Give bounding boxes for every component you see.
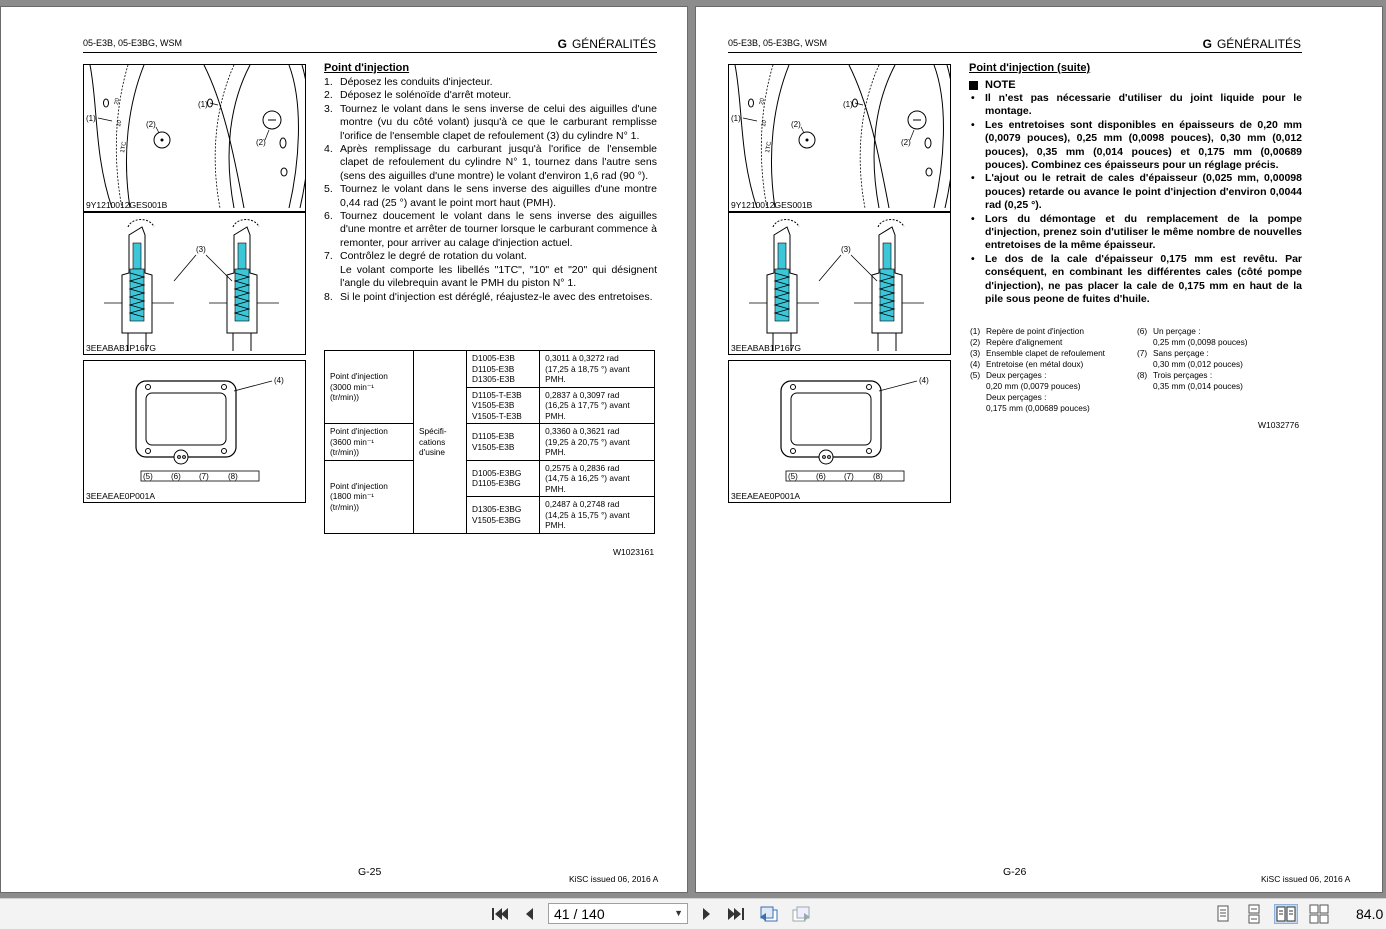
figure-code: 3EEAEAE0P001A: [86, 491, 155, 501]
table-value: 0,3360 à 0,3621 rad (19,25 à 20,75 °) avant PMH.: [540, 424, 655, 461]
note-square-icon: [969, 81, 978, 90]
injection-spec-table: [324, 350, 655, 534]
back-view-icon: [758, 905, 780, 923]
legend-number: (8): [1137, 370, 1148, 380]
callout-8: (8): [228, 472, 238, 481]
figure-spacer: [728, 360, 951, 503]
table-spec-label: Spécifi- cations d'usine: [414, 351, 467, 534]
prev-page-icon: [522, 906, 536, 922]
flywheel-drawing: [729, 65, 951, 212]
legend-number: (1): [970, 326, 981, 336]
callout-1b: (1): [843, 100, 853, 109]
procedure-step: [324, 103, 657, 143]
step-text: Tournez doucement le volant dans le sens inverse des aiguilles d'une montre et arrêter de tourner lorsque le carburant commence à remonter, pour arriver au calage d'injection actuel.: [340, 210, 657, 249]
procedure-step: [324, 183, 657, 210]
bullet-icon: •: [971, 118, 975, 131]
legend-text: Repère de point d'injection: [986, 326, 1084, 336]
legend-text: Trois perçages : 0,35 mm (0,014 pouces): [1153, 370, 1243, 391]
legend-number: (3): [970, 348, 981, 358]
step-number: 7.: [324, 250, 333, 263]
step-text: Déposez le solénoïde d'arrêt moteur.: [340, 89, 512, 102]
figure-flywheel: [83, 64, 306, 212]
callout-1: (1): [731, 114, 741, 123]
table-group-3000: Point d'injection (3000 min⁻¹ (tr/min)): [325, 351, 414, 424]
procedure-step: [324, 250, 657, 290]
table-value: 0,2837 à 0,3097 rad (16,25 à 17,75 °) avant PMH.: [540, 387, 655, 424]
spacer-drawing: [84, 361, 306, 503]
valve-drawing: [729, 213, 951, 355]
table-value: 0,3011 à 0,3272 rad (17,25 à 18,75 °) avant PMH.: [540, 351, 655, 388]
bullet-icon: •: [971, 212, 975, 225]
reference-code: W1032776: [1258, 420, 1300, 430]
mark-1tc: 1TC: [765, 141, 773, 154]
bullet-text: Il n'est pas nécessarie d'utiliser du joint liquide pour le montage.: [985, 92, 1302, 118]
note-bullet: [969, 92, 1302, 119]
bullet-icon: •: [971, 92, 975, 104]
callout-8: (8): [873, 472, 883, 481]
note-bullet: [969, 119, 1302, 173]
legend-item: [970, 326, 1135, 337]
procedure-step: [324, 143, 657, 183]
bullet-icon: •: [971, 172, 975, 185]
legend-number: (4): [970, 359, 981, 369]
procedure-step: [324, 291, 657, 304]
header-section: [1203, 37, 1301, 51]
note-heading: [969, 79, 1016, 91]
table-value: 0,2487 à 0,2748 rad (14,25 à 15,75 °) avant PMH.: [540, 497, 655, 534]
table-value: 0,2575 à 0,2836 rad (14,75 à 16,25 °) avant PMH.: [540, 460, 655, 497]
forward-view-button[interactable]: [789, 904, 813, 924]
header-section-letter: G: [557, 37, 567, 51]
legend-text: Ensemble clapet de refoulement: [986, 348, 1105, 358]
prev-page-button[interactable]: [519, 904, 539, 924]
figure-delivery-valve: [728, 212, 951, 355]
callout-2b: (2): [256, 138, 266, 147]
cover-pages-icon: [1307, 904, 1331, 924]
legend-text: Sans perçage : 0,30 mm (0,012 pouces): [1153, 348, 1243, 369]
note-bullets: [969, 92, 1302, 307]
figure-code: 9Y1210012GES001B: [731, 200, 813, 210]
procedure-step: [324, 76, 657, 89]
step-number: 5.: [324, 183, 333, 196]
header-manual-id: 05-E3B, 05-E3BG, WSM: [728, 38, 828, 48]
facing-pages-icon: [1275, 905, 1297, 923]
issue-date: KiSC issued 06, 2016 A: [1261, 874, 1351, 884]
figure-flywheel: [728, 64, 951, 212]
callout-6: (6): [816, 472, 826, 481]
step-text: Si le point d'injection est déréglé, réajustez-le avec des entretoises.: [340, 290, 653, 303]
page-number: G-25: [358, 866, 382, 878]
callout-1b: (1): [198, 100, 208, 109]
chevron-down-icon[interactable]: ▼: [674, 908, 683, 918]
procedure-step: [324, 89, 657, 102]
bullet-text: Les entretoises sont disponibles en épaisseurs de 0,20 mm (0,0079 pouces), 0,25 mm (0,0098 pouces), 0,30 mm (0,012 pouces), 0,35 mm (0,014 pouces) et 0,175 mm (0,00689 pouces). Combinez ces épaisseurs pour un réglage précis.: [985, 118, 1302, 172]
header-section-title: GÉNÉRALITÉS: [1216, 37, 1301, 51]
flywheel-drawing: [84, 65, 306, 212]
callout-4: (4): [274, 376, 284, 385]
callout-3: (3): [196, 245, 206, 254]
step-number: 6.: [324, 210, 333, 223]
legend-text: Deux perçages : 0,20 mm (0,0079 pouces) Deux perçages : 0,175 mm (0,00689 pouces): [986, 370, 1090, 413]
figure-code: 3EEABAB1P167G: [731, 343, 801, 353]
procedure-step: [324, 210, 657, 250]
forward-view-icon: [790, 905, 812, 923]
figure-code: 3EEAEAE0P001A: [731, 491, 800, 501]
mark-20: 20: [759, 97, 767, 106]
header-rule: [728, 52, 1302, 53]
continuous-view-button[interactable]: [1242, 904, 1266, 924]
header-section: [558, 37, 656, 51]
viewer-toolbar: [0, 898, 1386, 929]
legend-right: [1137, 326, 1302, 392]
table-models: D1005-E3BG D1105-E3BG: [467, 460, 540, 497]
procedure-steps: [324, 76, 657, 304]
table-group-1800: Point d'injection (1800 min⁻¹ (tr/min)): [325, 460, 414, 533]
next-page-button[interactable]: [697, 904, 717, 924]
step-number: 2.: [324, 89, 333, 102]
page-number-input[interactable]: [548, 903, 688, 924]
table-models: D1305-E3BG V1505-E3BG: [467, 497, 540, 534]
mark-1tc: 1TC: [120, 141, 128, 154]
bullet-icon: •: [971, 252, 975, 265]
page-number: G-26: [1003, 866, 1027, 878]
callout-4: (4): [919, 376, 929, 385]
callout-2b: (2): [901, 138, 911, 147]
section-title: Point d'injection (suite): [969, 62, 1091, 74]
step-number: 1.: [324, 76, 333, 88]
mark-10: 10: [116, 119, 124, 128]
last-page-button[interactable]: [724, 904, 748, 924]
mark-10: 10: [761, 119, 769, 128]
spacer-drawing: [729, 361, 951, 503]
figure-delivery-valve: [83, 212, 306, 355]
single-page-icon: [1211, 904, 1235, 924]
bullet-text: Lors du démontage et du remplacement de la pompe d'injection, prenez soin d'utiliser le même nombre de nouvelles entretoises de la même épaisseur.: [985, 212, 1302, 252]
header-manual-id: 05-E3B, 05-E3BG, WSM: [83, 38, 183, 48]
issue-date: KiSC issued 06, 2016 A: [569, 874, 659, 884]
table-models: D1105-E3B V1505-E3B: [467, 424, 540, 461]
cover-pages-view-button[interactable]: [1307, 904, 1331, 924]
legend-item: [970, 359, 1135, 370]
note-bullet: [969, 172, 1302, 212]
callout-2: (2): [146, 120, 156, 129]
page-g25: [0, 6, 688, 893]
figure-code: 3EEABAB1P167G: [86, 343, 156, 353]
step-text: Après remplissage du carburant jusqu'à l'orifice de l'ensemble clapet de refoulement du cylindre N° 1, tournez dans l'autre sens (sens des aiguilles d'une montre) le volant d'environ 1,6 rad (90 °).: [340, 143, 657, 182]
next-page-icon: [700, 906, 714, 922]
legend-item: [970, 337, 1135, 348]
header-section-letter: G: [1202, 37, 1212, 51]
figure-spacer: [83, 360, 306, 503]
step-text: Contrôlez le degré de rotation du volant. Le volant comporte les libellés "1TC", "10" et "20" qui désignent l'angle du vilebrequin avant le PMH du piston N° 1.: [340, 250, 657, 290]
callout-7: (7): [844, 472, 854, 481]
first-page-button[interactable]: [488, 904, 512, 924]
legend-item: [970, 348, 1135, 359]
callout-5: (5): [788, 472, 798, 481]
table-models: D1105-T-E3B V1505-E3B V1505-T-E3B: [467, 387, 540, 424]
continuous-icon: [1242, 904, 1266, 924]
note-label: NOTE: [985, 79, 1016, 91]
bullet-text: L'ajout ou le retrait de cales d'épaisseur (0,025 mm, 0,00098 pouces) retarde ou avance le point d'injection d'environ 0,0044 rad (0,25 °).: [985, 172, 1302, 212]
step-number: 4.: [324, 143, 333, 156]
legend-item: [1137, 348, 1302, 370]
legend-text: Repère d'alignement: [986, 337, 1063, 347]
callout-3: (3): [841, 245, 851, 254]
legend-item: [1137, 370, 1302, 392]
figure-code: 9Y1210012GES001B: [86, 200, 168, 210]
callout-7: (7): [199, 472, 209, 481]
step-text: Tournez le volant dans le sens inverse des aiguilles d'une montre 0,44 rad (25 °) avant le point mort haut (PMH).: [340, 183, 657, 209]
section-title: Point d'injection: [324, 62, 410, 74]
legend-item: [970, 370, 1135, 414]
callout-5: (5): [143, 472, 153, 481]
first-page-icon: [490, 906, 510, 922]
facing-pages-view-button[interactable]: [1274, 904, 1298, 924]
callout-1: (1): [86, 114, 96, 123]
step-number: 3.: [324, 102, 333, 115]
legend-left: [970, 326, 1135, 414]
last-page-icon: [726, 906, 746, 922]
valve-drawing: [84, 213, 306, 355]
single-page-view-button[interactable]: [1211, 904, 1235, 924]
page-number-value: 41 / 140: [554, 905, 605, 922]
callout-2: (2): [791, 120, 801, 129]
callout-6: (6): [171, 472, 181, 481]
note-bullet: [969, 253, 1302, 307]
legend-number: (7): [1137, 348, 1148, 358]
header-rule: [83, 52, 657, 53]
legend-number: (5): [970, 370, 981, 380]
step-text: Déposez les conduits d'injecteur.: [340, 76, 493, 88]
header-section-title: GÉNÉRALITÉS: [571, 37, 656, 51]
table-group-3600: Point d'injection (3600 min⁻¹ (tr/min)): [325, 424, 414, 461]
legend-text: Entretoise (en métal doux): [986, 359, 1084, 369]
step-number: 8.: [324, 290, 333, 303]
table-models: D1005-E3B D1105-E3B D1305-E3B: [467, 351, 540, 388]
zoom-level[interactable]: 84.0: [1356, 906, 1384, 922]
back-view-button[interactable]: [757, 904, 781, 924]
note-bullet: [969, 213, 1302, 253]
legend-number: (2): [970, 337, 981, 347]
legend-item: [1137, 326, 1302, 348]
legend-number: (6): [1137, 326, 1148, 336]
bullet-text: Le dos de la cale d'épaisseur 0,175 mm est revêtu. Par conséquent, en combinant les différentes cales (côté pompe d'injection), ne pas placer la cale de 0,175 mm en haut de la pile sous peone de fuites d'huile.: [985, 252, 1302, 306]
step-text: Tournez le volant dans le sens inverse de celui des aiguilles d'une montre (vu du côté volant) jusqu'à ce que le carburant remplisse l'orifice de l'ensemble clapet de refoulement (3) du cylindre N° 1.: [340, 102, 657, 142]
mark-20: 20: [114, 97, 122, 106]
page-g26: [695, 6, 1383, 893]
legend-text: Un perçage : 0,25 mm (0,0098 pouces): [1153, 326, 1248, 347]
reference-code: W1023161: [613, 547, 655, 557]
